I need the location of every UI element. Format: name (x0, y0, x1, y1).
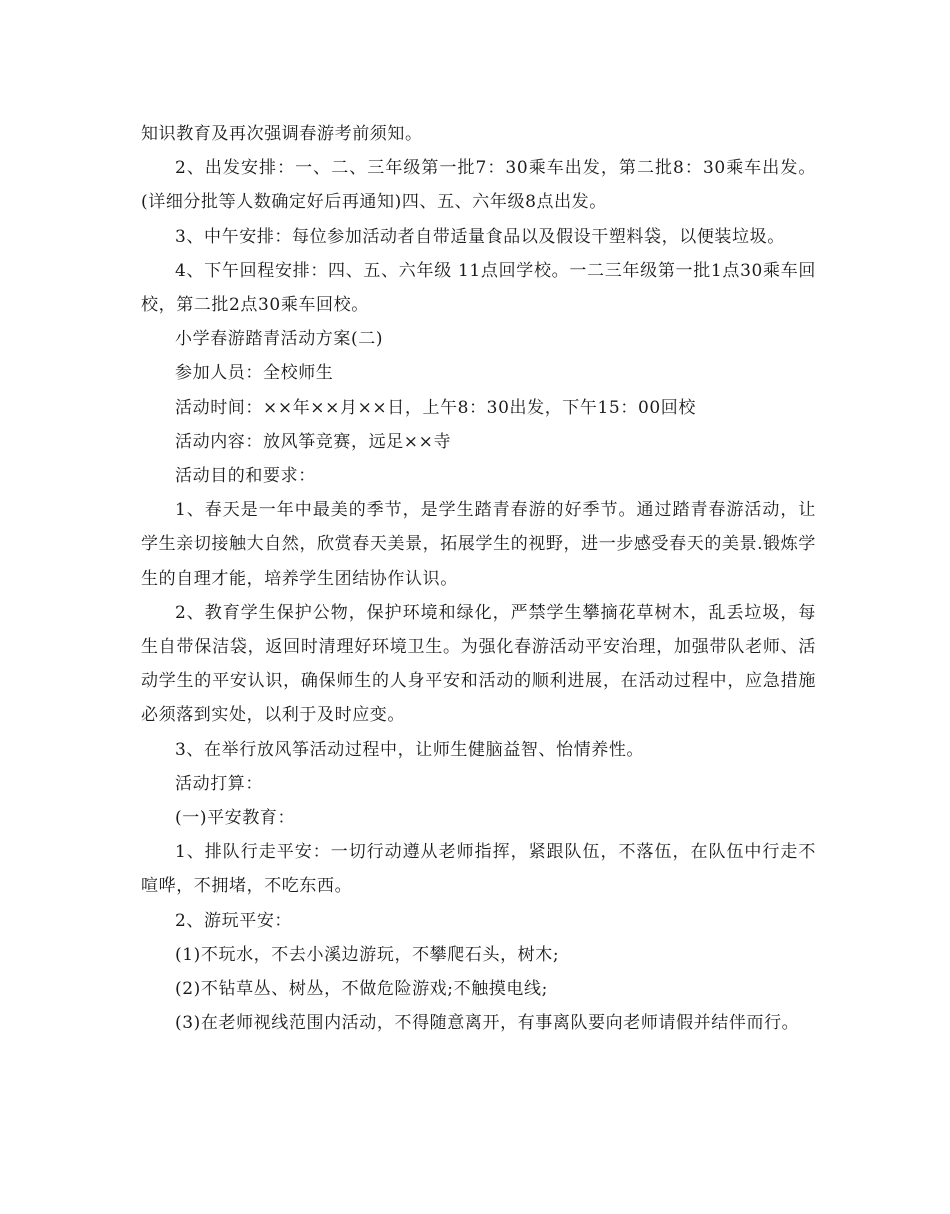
paragraph-time: 活动时间：××年××月××日，上午8：30出发，下午15：00回校 (175, 397, 696, 418)
document-body (141, 117, 816, 1040)
paragraph-return: 4、下午回程安排：四、五、六年级 11点回学校。一二三年级第一批1点30乘车回校，第二批2点30乘车回校。 (141, 260, 816, 316)
paragraph-departure: 2、出发安排：一、二、三年级第一批7：30乘车出发，第二批8：30乘车出发。(详细分批等人数确定好后再通知)四、五、六年级8点出发。 (141, 158, 816, 213)
paragraph-plan-heading: 活动打算： (175, 773, 263, 794)
paragraph-safety-heading: (一)平安教育： (175, 808, 296, 829)
paragraph-safety-2-item-1: (1)不玩水，不去小溪边游玩，不攀爬石头，树木; (175, 944, 560, 965)
paragraph-goal-3: 3、在举行放风筝活动过程中，让师生健脑益智、怡情养性。 (175, 739, 645, 760)
paragraph-safety-2: 2、游玩平安： (175, 910, 293, 931)
paragraph-goal-1: 1、春天是一年中最美的季节，是学生踏青春游的好季节。通过踏青春游活动，让学生亲切接触大自然，欣赏春天美景，拓展学生的视野，进一步感受春天的美景.锻炼学生的自理才能，培养学生团结协作认识。 (141, 500, 816, 589)
paragraph-participants: 参加人员：全校师生 (175, 363, 334, 384)
section-title: 小学春游踏青活动方案(二) (175, 329, 384, 350)
paragraph-noon: 3、中午安排：每位参加活动者自带适量食品以及假设干塑料袋，以便装垃圾。 (175, 226, 785, 247)
paragraph-safety-1: 1、排队行走平安：一切行动遵从老师指挥，紧跟队伍，不落伍，在队伍中行走不喧哗，不拥堵，不吃东西。 (141, 842, 816, 897)
paragraph-goal-2: 2、教育学生保护公物，保护环境和绿化，严禁学生攀摘花草树木，乱丢垃圾，每生自带保洁袋，返回时清理好环境卫生。为强化春游活动平安治理，加强带队老师、活动学生的平安认识，确保师生的人身平安和活动的顺利进展，在活动过程中，应急措施必须落到实处，以利于及时应变。 (141, 602, 816, 726)
paragraph-continuation: 知识教育及再次强调春游考前须知。 (141, 124, 423, 144)
paragraph-safety-2-item-3: (3)在老师视线范围内活动，不得随意离开，有事离队要向老师请假并结伴而行。 (175, 1013, 800, 1034)
paragraph-safety-2-item-2: (2)不钻草丛、树丛，不做危险游戏;不触摸电线; (175, 979, 548, 1000)
paragraph-goals-heading: 活动目的和要求： (175, 466, 316, 487)
paragraph-content: 活动内容：放风筝竞赛，远足××寺 (175, 431, 452, 452)
